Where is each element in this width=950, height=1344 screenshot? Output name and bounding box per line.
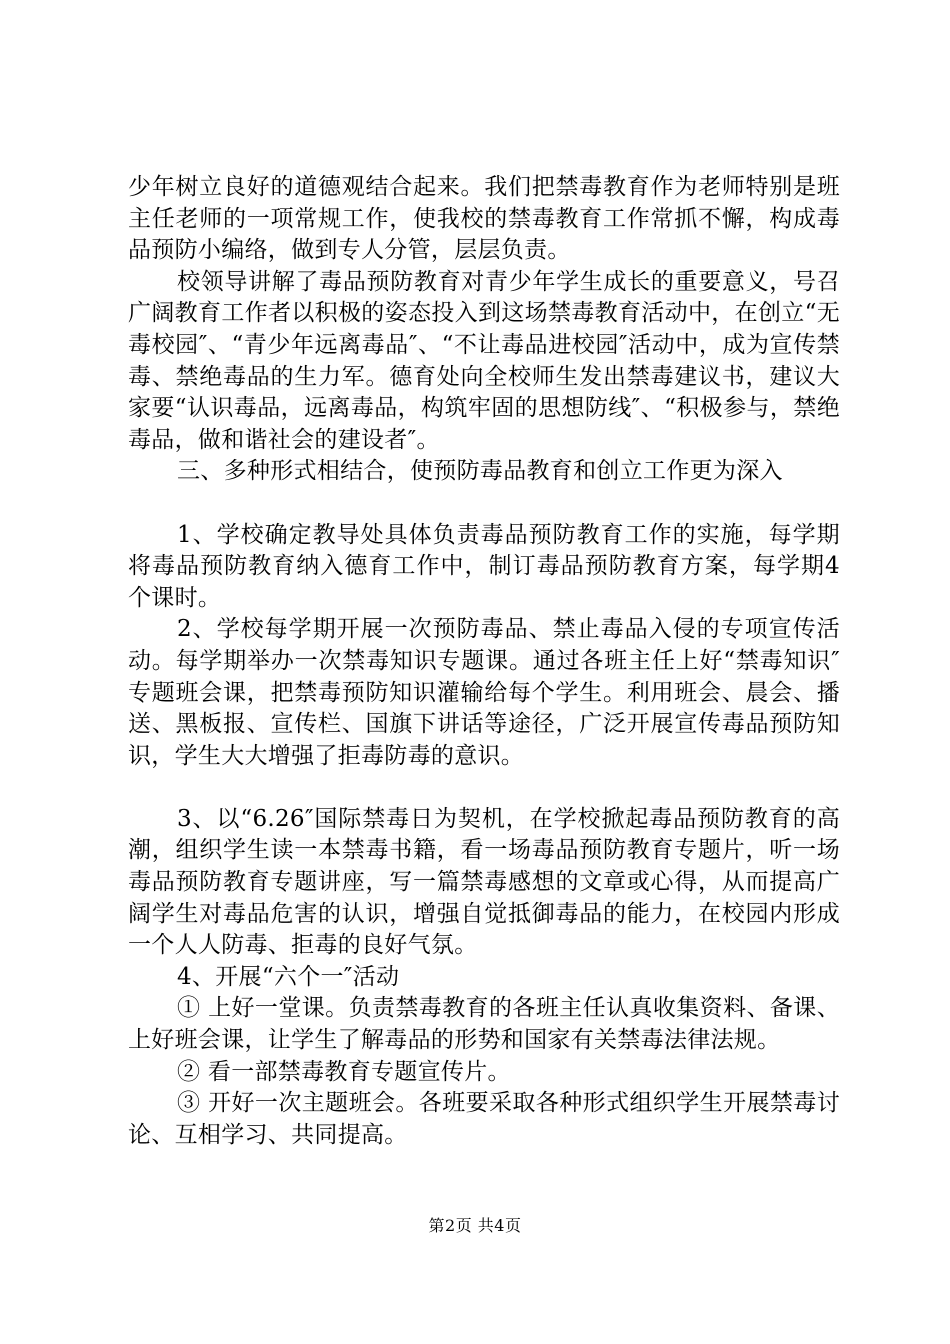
- paragraph-school-leaders: 校领导讲解了毒品预防教育对青少年学生成长的重要意义，号召广阔教育工作者以积极的姿态投入到这场禁毒教育活动中，在创立“无毒校园″、“青少年远离毒品″、“不让毒品进校园″活动中，成为宣传禁毒、禁绝毒品的生力军。德育处向全校师生发出禁毒建议书，建议大家要“认识毒品，远离毒品，构筑牢固的思想防线″、“积极参与，禁绝毒品，做和谐社会的建设者″。: [128, 268, 840, 453]
- list-item-film: ② 看一部禁毒教育专题宣传片。: [177, 1058, 511, 1085]
- list-item-class-meeting: ③ 开好一次主题班会。各班要采取各种形式组织学生开展禁毒讨论、互相学习、共同提高。: [128, 1090, 840, 1148]
- document-body: [128, 172, 840, 1151]
- paragraph-item-3: 3、以“6.26″国际禁毒日为契机，在学校掀起毒品预防教育的高潮，组织学生读一本禁毒书籍，看一场毒品预防教育专题片，听一场毒品预防教育专题讲座，写一篇禁毒感想的文章或心得，从而提高广阔学生对毒品危害的认识，增强自觉抵御毒品的能力，在校园内形成一个人人防毒、拒毒的良好气氛。: [128, 805, 840, 959]
- section-heading-three: 三、多种形式相结合，使预防毒品教育和创立工作更为深入: [177, 458, 783, 485]
- page-number-footer: 第2页 共4页: [428, 1216, 522, 1235]
- paragraph-continuation: 少年树立良好的道德观结合起来。我们把禁毒教育作为老师特别是班主任老师的一项常规工作，使我校的禁毒教育工作常抓不懈，构成毒品预防小编络，做到专人分管，层层负责。: [128, 174, 840, 264]
- paragraph-item-4: 4、开展“六个一″活动: [177, 963, 400, 990]
- paragraph-item-1: 1、学校确定教导处具体负责毒品预防教育工作的实施，每学期将毒品预防教育纳入德育工作中，制订毒品预防教育方案，每学期4个课时。: [128, 521, 840, 611]
- paragraph-item-2: 2、学校每学期开展一次预防毒品、禁止毒品入侵的专项宣传活动。每学期举办一次禁毒知识专题课。通过各班主任上好“禁毒知识″专题班会课，把禁毒预防知识灌输给每个学生。利用班会、晨会、播送、黑板报、宣传栏、国旗下讲话等途径，广泛开展宣传毒品预防知识，学生大大增强了拒毒防毒的意识。: [128, 616, 840, 769]
- list-item-lesson: ① 上好一堂课。负责禁毒教育的各班主任认真收集资料、备课、上好班会课，让学生了解毒品的形势和国家有关禁毒法律法规。: [128, 995, 840, 1054]
